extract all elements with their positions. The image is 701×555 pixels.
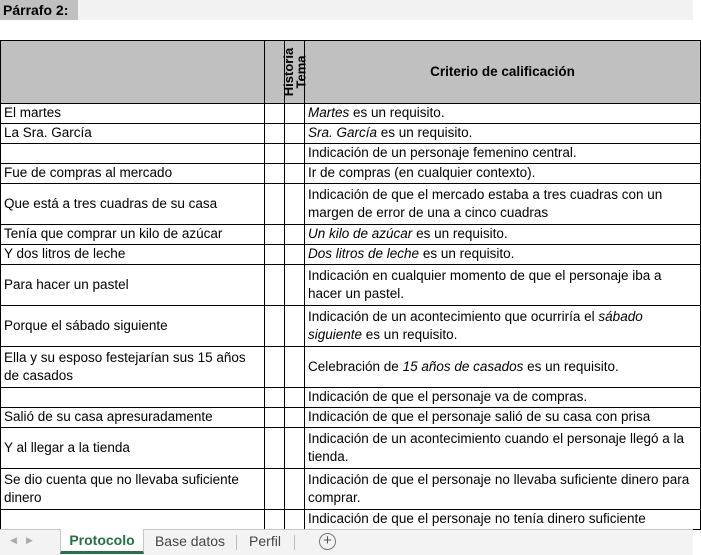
criterion-italic-text: Sra. García: [308, 125, 378, 140]
criterion-cell[interactable]: [305, 407, 701, 427]
historia-check-cell[interactable]: [265, 407, 285, 427]
header-historia-cell[interactable]: [265, 40, 297, 103]
historia-check-cell[interactable]: [265, 123, 285, 143]
story-text-cell[interactable]: Y al llegar a la tienda: [1, 427, 265, 468]
story-text-cell[interactable]: Tenía que comprar un kilo de azúcar: [1, 224, 265, 244]
spacer-row: [1, 20, 701, 40]
criterion-text: Indicación de que el mercado estaba a tres cuadras con un margen de error de una a cinco cuadras: [308, 186, 663, 220]
table-row: [1, 103, 701, 123]
table-row: [1, 264, 701, 305]
table-row: [1, 468, 701, 509]
scroll-right-icon[interactable]: ▶: [26, 535, 33, 545]
criterion-cell[interactable]: [305, 387, 701, 407]
criterion-text: Indicación de que el personaje va de compras.: [308, 389, 588, 404]
table-row: [1, 143, 701, 163]
tema-check-cell[interactable]: [285, 163, 305, 183]
criterion-text: es un requisito.: [377, 125, 473, 140]
historia-check-cell[interactable]: [265, 427, 285, 468]
tema-check-cell[interactable]: [285, 143, 305, 163]
tab-perfil[interactable]: Perfil: [249, 533, 281, 549]
tema-check-cell[interactable]: [285, 244, 305, 264]
historia-check-cell[interactable]: [265, 143, 285, 163]
criterion-text: es un requisito.: [412, 226, 508, 241]
criterion-text: es un requisito.: [419, 246, 515, 261]
criterion-cell[interactable]: [305, 427, 701, 468]
criterion-text: Celebración de: [308, 358, 403, 374]
header-historia: Historia: [281, 47, 297, 96]
tema-check-cell[interactable]: [285, 123, 305, 143]
header-tema: Tema: [293, 55, 309, 88]
header-blank-cell[interactable]: [1, 40, 265, 103]
tema-check-cell[interactable]: [285, 407, 305, 427]
historia-check-cell[interactable]: [265, 509, 285, 529]
criterion-cell[interactable]: [305, 305, 701, 346]
table-row: [1, 183, 701, 224]
tema-check-cell[interactable]: [285, 224, 305, 244]
criterion-italic-text: 15 años de casados: [402, 358, 524, 374]
table-row: [1, 346, 701, 387]
tema-check-cell[interactable]: [285, 264, 305, 305]
table-row: [1, 224, 701, 244]
table-row: [1, 427, 701, 468]
table-row: [1, 123, 701, 143]
tema-check-cell[interactable]: [285, 468, 305, 509]
story-text-cell[interactable]: Y dos litros de leche: [1, 244, 265, 264]
criterion-cell[interactable]: [305, 224, 701, 244]
story-text-cell[interactable]: Que está a tres cuadras de su casa: [1, 183, 265, 224]
tab-base-datos[interactable]: Base datos: [154, 533, 226, 549]
table-row: [1, 244, 701, 264]
tema-check-cell[interactable]: [285, 183, 305, 224]
story-text-cell[interactable]: Salió de su casa apresuradamente: [1, 407, 265, 427]
tab-divider: [236, 535, 237, 550]
story-text-cell[interactable]: La Sra. García: [1, 123, 265, 143]
sheet-tab-bar: [0, 529, 693, 555]
historia-check-cell[interactable]: [265, 264, 285, 305]
criterion-cell[interactable]: [305, 509, 701, 529]
criterion-cell[interactable]: [305, 103, 701, 123]
story-text-cell[interactable]: Porque el sábado siguiente: [1, 305, 265, 346]
criterion-text: es un requisito.: [362, 326, 458, 342]
criterion-italic-text: Martes: [308, 105, 350, 120]
criterion-italic-text: Un kilo de azúcar: [308, 226, 413, 241]
criterion-text: Indicación de que el personaje no llevaba suficiente dinero para comprar.: [308, 471, 690, 505]
criterion-italic-text: Dos litros de leche: [308, 246, 420, 261]
criterion-text: Indicación en cualquier momento de que el personaje iba a hacer un pastel.: [308, 267, 662, 301]
criterion-cell[interactable]: [305, 163, 701, 183]
story-text-cell[interactable]: Ella y su esposo festejarían sus 15 años de casados: [1, 346, 265, 387]
tab-divider: [294, 535, 295, 550]
table-row: [1, 407, 701, 427]
historia-check-cell[interactable]: [265, 387, 285, 407]
criterion-cell[interactable]: [305, 183, 701, 224]
criterion-cell[interactable]: [305, 346, 701, 387]
historia-check-cell[interactable]: [265, 183, 285, 224]
criterion-cell[interactable]: [305, 244, 701, 264]
story-text-cell[interactable]: [1, 143, 265, 163]
table-row: [1, 509, 701, 529]
story-text-cell[interactable]: Fue de compras al mercado: [1, 163, 265, 183]
story-text-cell[interactable]: El martes: [1, 103, 265, 123]
tab-protocolo[interactable]: Protocolo: [60, 529, 144, 554]
table-row: [1, 163, 701, 183]
criterion-cell[interactable]: [305, 264, 701, 305]
historia-check-cell[interactable]: [265, 224, 285, 244]
criterion-text: Indicación de que el personaje no tenía dinero suficiente: [308, 511, 646, 526]
criterion-italic-text: sábado siguiente: [308, 308, 643, 342]
criterion-text: Indicación de que el personaje salió de su casa con prisa: [308, 409, 651, 424]
criterion-cell[interactable]: [305, 468, 701, 509]
criterion-text: es un requisito.: [349, 105, 445, 120]
historia-check-cell[interactable]: [265, 305, 285, 346]
tema-check-cell[interactable]: [285, 346, 305, 387]
criterion-text: Indicación de un personaje femenino central.: [308, 145, 577, 160]
criterion-cell[interactable]: [305, 143, 701, 163]
historia-check-cell[interactable]: [265, 468, 285, 509]
header-row: [1, 40, 701, 103]
criteria-table: [0, 20, 701, 530]
criterion-text: Indicación de un acontecimiento cuando el personaje llegó a la tienda.: [308, 430, 685, 464]
tema-check-cell[interactable]: [285, 427, 305, 468]
story-text-cell[interactable]: Para hacer un pastel: [1, 264, 265, 305]
story-text-cell[interactable]: [1, 387, 265, 407]
criterion-text: Ir de compras (en cualquier contexto).: [308, 165, 536, 180]
historia-check-cell[interactable]: [265, 244, 285, 264]
tema-check-cell[interactable]: [285, 509, 305, 529]
story-text-cell[interactable]: Se dio cuenta que no llevaba suficiente dinero: [1, 468, 265, 509]
criterion-cell[interactable]: [305, 123, 701, 143]
scroll-left-icon[interactable]: ◀: [10, 535, 17, 545]
header-criterio[interactable]: Criterio de calificación: [305, 40, 701, 103]
criterion-text: Indicación de un acontecimiento que ocurriría el: [308, 308, 599, 324]
tema-check-cell[interactable]: [285, 103, 305, 123]
title-row-fill: [78, 0, 693, 20]
criterion-text: es un requisito.: [523, 358, 619, 374]
add-sheet-icon[interactable]: +: [319, 533, 336, 550]
tema-check-cell[interactable]: [285, 305, 305, 346]
story-text-cell[interactable]: [1, 509, 265, 529]
paragraph-title-cell[interactable]: Párrafo 2:: [0, 0, 78, 20]
tema-check-cell[interactable]: [285, 387, 305, 407]
table-row: [1, 387, 701, 407]
historia-check-cell[interactable]: [265, 163, 285, 183]
table-row: [1, 305, 701, 346]
historia-check-cell[interactable]: [265, 346, 285, 387]
historia-check-cell[interactable]: [265, 103, 285, 123]
spacer-cell[interactable]: [1, 20, 701, 40]
